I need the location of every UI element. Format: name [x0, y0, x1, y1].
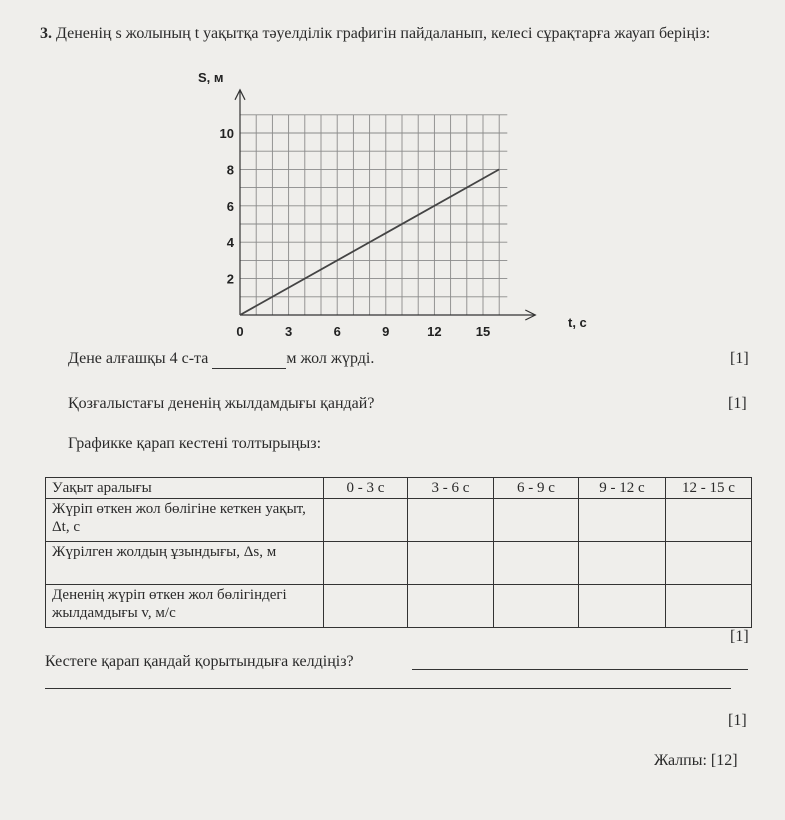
row-label: Дененің жүріп өткен жол бөлігіндегі жылдамдығы v, м/с [46, 585, 324, 628]
question-text: Дененің s жолының t уақытқа тәуелділік графигін пайдаланып, келесі сұрақтарға жауап беріңіз: [56, 25, 711, 42]
answer-blank-1[interactable] [212, 350, 286, 369]
y-tick-label: 6 [226, 198, 234, 214]
y-tick-label: 2 [226, 271, 234, 287]
answer-cell[interactable] [494, 585, 579, 628]
data-table [45, 477, 752, 628]
x-tick-label: 0 [236, 324, 244, 339]
table-row [46, 585, 752, 628]
answer-cell[interactable] [494, 499, 579, 542]
answer-cell[interactable] [408, 542, 494, 585]
question-1-after: м жол жүрді. [286, 350, 375, 367]
x-tick-label: 12 [427, 324, 442, 339]
table-row [46, 542, 752, 585]
answer-cell[interactable] [324, 542, 408, 585]
y-axis-label: S, м [198, 70, 224, 85]
question-3: Графикке қарап кестені толтырыңыз: [68, 435, 322, 452]
mark-3: [1] [730, 628, 749, 645]
answer-cell[interactable] [324, 585, 408, 628]
row-label: Жүрілген жолдың ұзындығы, Δs, м [46, 542, 324, 585]
answer-cell[interactable] [666, 499, 752, 542]
table-header: Уақыт аралығы [46, 478, 324, 499]
conclusion-question: Кестеге қарап қандай қорытындыға келдіңіз? [45, 653, 354, 670]
y-tick-label: 4 [226, 235, 234, 251]
table-header: 9 - 12 с [579, 478, 666, 499]
table-header-row [46, 478, 752, 499]
table-header: 6 - 9 с [494, 478, 579, 499]
mark-1: [1] [730, 350, 749, 367]
chart-ticks [220, 126, 491, 339]
y-tick-label: 10 [219, 126, 234, 141]
question-2: Қозғалыстағы дененің жылдамдығы қандай? [68, 395, 375, 412]
s-t-graph [190, 70, 610, 345]
x-tick-label: 9 [382, 324, 390, 339]
answer-cell[interactable] [408, 585, 494, 628]
answer-line-2[interactable] [45, 688, 731, 689]
chart-grid [240, 115, 507, 315]
table-header: 3 - 6 с [408, 478, 494, 499]
mark-2: [1] [728, 395, 747, 412]
table-header: 0 - 3 с [324, 478, 408, 499]
question-1 [68, 350, 374, 369]
question-1-before: Дене алғашқы 4 с-та [68, 350, 209, 367]
question-number: 3. [40, 25, 52, 42]
x-axis-label: t, с [568, 315, 587, 330]
answer-cell[interactable] [579, 542, 666, 585]
question-title [40, 22, 760, 45]
answer-cell[interactable] [324, 499, 408, 542]
answer-cell[interactable] [579, 499, 666, 542]
table-row [46, 499, 752, 542]
x-tick-label: 3 [284, 324, 293, 339]
y-tick-label: 8 [226, 162, 234, 178]
x-tick-label: 15 [475, 324, 491, 339]
answer-cell[interactable] [494, 542, 579, 585]
table-header: 12 - 15 с [666, 478, 752, 499]
answer-cell[interactable] [408, 499, 494, 542]
answer-cell[interactable] [666, 542, 752, 585]
x-tick-label: 6 [333, 324, 341, 339]
row-label: Жүріп өткен жол бөлігіне кеткен уақыт, Δt, с [46, 499, 324, 542]
mark-4: [1] [728, 712, 747, 729]
total-score: Жалпы: [12] [654, 752, 738, 769]
chart-axes [235, 90, 535, 320]
answer-line-1[interactable] [412, 669, 748, 670]
answer-cell[interactable] [579, 585, 666, 628]
answer-cell[interactable] [666, 585, 752, 628]
